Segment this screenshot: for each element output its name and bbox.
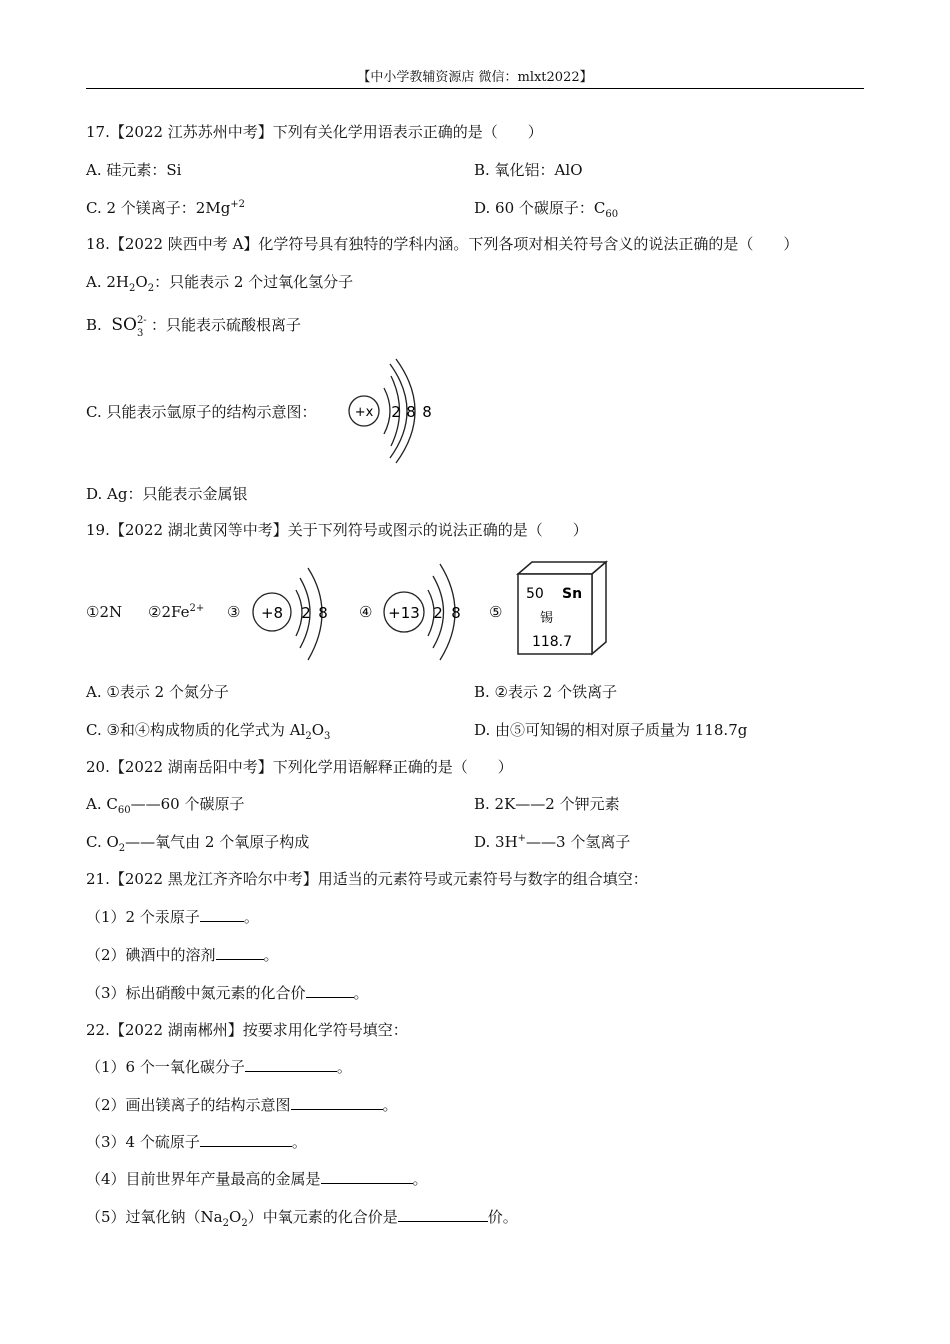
q20-option-b: B. 2K——2 个钾元素	[474, 795, 620, 813]
aluminum-shell-2: 8	[451, 604, 461, 622]
q20-option-c	[86, 832, 309, 852]
q20-option-d	[474, 832, 630, 852]
header-rule	[86, 88, 864, 89]
q18-b-sup: 2-	[136, 315, 147, 326]
oxygen-shell-1: 2	[301, 604, 311, 622]
q17-option-c-charge: +2	[230, 199, 246, 210]
q20-d-sup: +	[517, 833, 527, 844]
q19-option-a: A. ①表示 2 个氮分子	[86, 683, 229, 701]
q18-b-label: B.	[86, 316, 102, 334]
q21-answer-blank-3[interactable]	[306, 983, 354, 998]
tin-atomic-number: 50	[526, 586, 544, 602]
q22-item-5-end: 价。	[487, 1208, 518, 1226]
q18-a-sub1: 2	[129, 283, 136, 294]
q19-c-sub2: 3	[324, 731, 331, 742]
q22-item-2-text: （2）画出镁离子的结构示意图	[86, 1096, 291, 1114]
q22-item-2-end: 。	[382, 1096, 398, 1114]
q17-option-d	[474, 198, 618, 218]
q22-item-5-pre: （5）过氧化钠（Na	[86, 1208, 223, 1226]
q20-c-post: ——氧气由 2 个氧原子构成	[125, 833, 310, 851]
q17-option-d-text: D. 60 个碳原子：C	[474, 199, 606, 217]
q19-stem: 19.【2022 湖北黄冈等中考】关于下列符号或图示的说法正确的是（ ）	[86, 521, 588, 539]
q17-option-c	[86, 198, 245, 218]
q20-c-pre: C. O	[86, 833, 119, 851]
q18-stem: 18.【2022 陕西中考 A】化学符号具有独特的学科内涵。下列各项对相关符号含义的说法正确的是（ ）	[86, 235, 799, 253]
q19-option-c	[86, 720, 330, 740]
q17-option-b: B. 氧化铝：AlO	[474, 161, 583, 179]
oxygen-nucleus-label: +8	[260, 604, 284, 622]
q18-option-b	[86, 315, 301, 339]
oxygen-structure-diagram	[248, 564, 338, 664]
q22-item-3-end: 。	[291, 1133, 307, 1151]
tin-atomic-mass: 118.7	[531, 634, 573, 650]
q20-a-post: ——60 个碳原子	[130, 795, 245, 813]
q21-answer-blank-2[interactable]	[216, 945, 264, 960]
q18-b-formula: SO	[111, 315, 137, 335]
tin-symbol: Sn	[562, 586, 583, 602]
q19-c-sub1: 2	[305, 731, 312, 742]
q19-c-pre: C. ③和④构成物质的化学式为 Al	[86, 721, 306, 739]
q22-item-5-sub2: 2	[241, 1218, 248, 1229]
q19-option-d: D. 由⑤可知锡的相对原子质量为 118.7g	[474, 721, 748, 739]
q18-b-indices	[136, 315, 151, 339]
q18-a-sub2: 2	[147, 283, 155, 294]
q19-mark-5: ⑤	[489, 603, 503, 621]
q18-option-c: C. 只能表示氩原子的结构示意图：	[86, 403, 317, 421]
q19-sym2-text: ②2Fe	[148, 603, 190, 621]
q19-option-b: B. ②表示 2 个铁离子	[474, 683, 618, 701]
q22-item-3	[86, 1132, 307, 1152]
aluminum-nucleus-label: +13	[388, 604, 420, 622]
q18-a-post: ：只能表示 2 个过氧化氢分子	[154, 273, 354, 291]
q19-c-mid: O	[311, 721, 325, 739]
q22-stem: 22.【2022 湖南郴州】按要求用化学符号填空：	[86, 1021, 408, 1039]
q22-answer-blank-1[interactable]	[245, 1057, 337, 1072]
q22-item-5-post: ）中氧元素的化合价是	[247, 1208, 398, 1226]
q22-item-5-mid: O	[229, 1208, 242, 1226]
argon-structure-diagram	[344, 356, 444, 466]
q20-c-sub: 2	[118, 843, 126, 854]
q20-d-pre: D. 3H	[474, 833, 518, 851]
tin-element-tile	[512, 560, 612, 660]
q21-item-1-end: 。	[243, 908, 259, 926]
q19-mark-4: ④	[359, 603, 373, 621]
q21-item-2-end: 。	[263, 946, 279, 964]
q21-item-1-text: （1）2 个汞原子	[86, 908, 200, 926]
q22-answer-blank-2[interactable]	[291, 1095, 383, 1110]
q21-item-1	[86, 907, 259, 927]
argon-shell-2: 8	[406, 403, 416, 421]
q21-item-3	[86, 983, 369, 1003]
q22-item-5	[86, 1207, 518, 1227]
q18-b-post: ：只能表示硫酸根离子	[150, 316, 301, 334]
q17-option-a: A. 硅元素：Si	[86, 161, 182, 179]
q20-option-a	[86, 794, 244, 814]
q18-option-d: D. Ag：只能表示金属银	[86, 485, 248, 503]
q17-stem: 17.【2022 江苏苏州中考】下列有关化学用语表示正确的是（ ）	[86, 123, 543, 141]
q21-stem: 21.【2022 黑龙江齐齐哈尔中考】用适当的元素符号或元素符号与数字的组合填空：	[86, 870, 648, 888]
q20-d-post: ——3 个氢离子	[526, 833, 631, 851]
q21-item-2-text: （2）碘酒中的溶剂	[86, 946, 216, 964]
q20-a-sub: 60	[117, 805, 131, 816]
q22-item-2	[86, 1095, 398, 1115]
aluminum-structure-diagram	[380, 560, 470, 664]
q22-item-5-sub1: 2	[222, 1218, 229, 1229]
q18-option-a	[86, 272, 353, 292]
q22-item-1-end: 。	[336, 1058, 352, 1076]
q22-answer-blank-5[interactable]	[398, 1207, 488, 1222]
q18-a-pre: A. 2H	[86, 273, 129, 291]
q18-a-mid: O	[135, 273, 148, 291]
q19-symbol-2	[148, 602, 204, 622]
argon-shell-3: 8	[422, 403, 432, 421]
page-header: 【中小学教辅资源店 微信：mlxt2022】	[357, 70, 593, 85]
argon-nucleus-label: +x	[354, 405, 374, 420]
tin-name: 锡	[540, 611, 554, 626]
oxygen-shell-2: 8	[318, 604, 328, 622]
q22-item-1-text: （1）6 个一氧化碳分子	[86, 1058, 245, 1076]
q18-b-sub: 3	[136, 328, 144, 339]
q21-item-2	[86, 945, 279, 965]
q22-answer-blank-3[interactable]	[200, 1132, 292, 1147]
q17-option-d-sub: 60	[605, 209, 619, 220]
q22-item-4-text: （4）目前世界年产量最高的金属是	[86, 1170, 321, 1188]
aluminum-shell-1: 2	[433, 604, 443, 622]
q20-a-pre: A. C	[86, 795, 118, 813]
q22-item-4-end: 。	[412, 1170, 428, 1188]
q22-item-1	[86, 1057, 352, 1077]
argon-shell-1: 2	[391, 403, 401, 421]
q22-answer-blank-4[interactable]	[321, 1169, 413, 1184]
q17-option-c-text: C. 2 个镁离子：2Mg	[86, 199, 231, 217]
q22-item-3-text: （3）4 个硫原子	[86, 1133, 200, 1151]
q21-answer-blank-1[interactable]	[200, 907, 244, 922]
q20-stem: 20.【2022 湖南岳阳中考】下列化学用语解释正确的是（ ）	[86, 758, 513, 776]
q21-item-3-end: 。	[353, 984, 369, 1002]
q19-sym2-charge: 2+	[189, 603, 205, 614]
q21-item-3-text: （3）标出硝酸中氮元素的化合价	[86, 984, 306, 1002]
q19-symbol-1: ①2N	[86, 603, 123, 621]
q22-item-4	[86, 1169, 428, 1189]
q19-mark-3: ③	[227, 603, 241, 621]
